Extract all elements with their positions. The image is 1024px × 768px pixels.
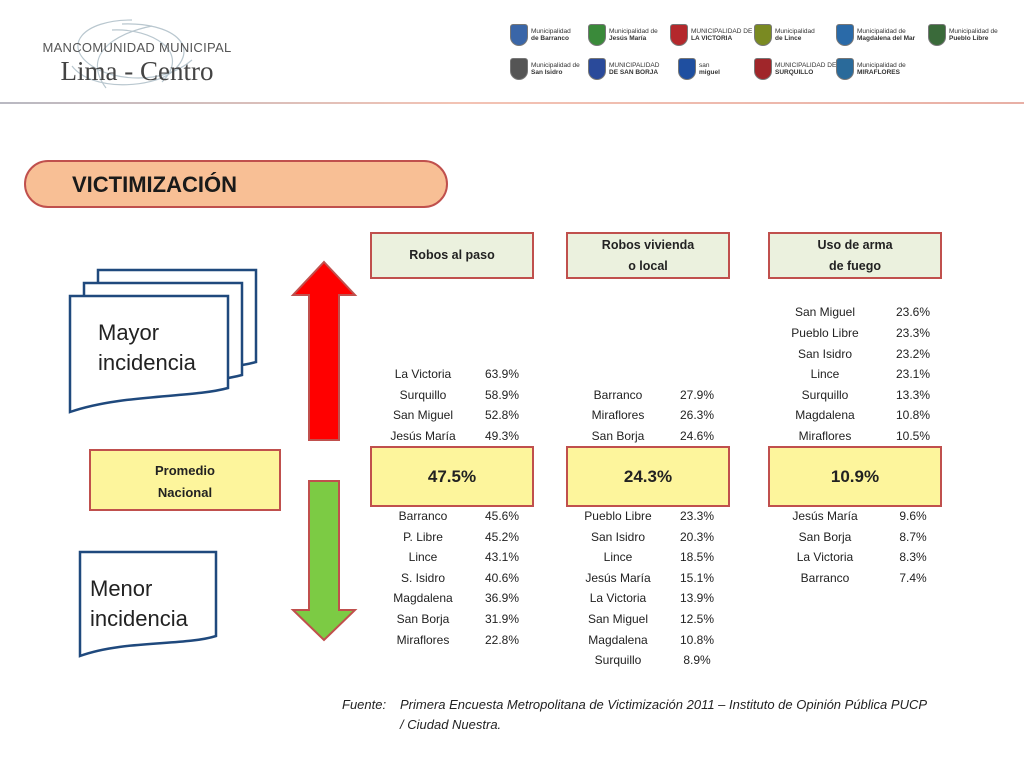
mayor-line-2: incidencia bbox=[98, 350, 196, 375]
logo-line-1: Municipalidad de bbox=[531, 62, 580, 69]
logo-line-1: san bbox=[699, 62, 710, 69]
district-value: 49.3% bbox=[484, 429, 520, 443]
column-header-text: o local bbox=[628, 258, 668, 273]
district-name: La Victoria bbox=[394, 367, 452, 382]
logo-line-1: Municipalidad de bbox=[857, 28, 906, 35]
section-title-pill bbox=[24, 160, 448, 208]
district-row bbox=[0, 547, 1024, 567]
logo-line-1: MUNICIPALIDAD DE bbox=[691, 28, 753, 35]
logo-line-2: LA VICTORIA bbox=[691, 35, 733, 42]
district-value: 24.6% bbox=[679, 429, 715, 443]
source-line-1: Primera Encuesta Metropolitana de Victimización 2011 – Instituto de Opinión Pública PUCP bbox=[400, 697, 928, 712]
district-value: 23.6% bbox=[895, 305, 931, 320]
brand-title-bottom: Lima - Centro bbox=[60, 56, 214, 86]
municipality-logo bbox=[510, 58, 580, 80]
municipality-logo bbox=[928, 24, 998, 46]
logo-line-1: MUNICIPALIDAD DE bbox=[775, 62, 837, 69]
municipality-logo-text bbox=[857, 28, 915, 42]
district-value: 23.3% bbox=[679, 509, 715, 523]
district-value: 10.5% bbox=[895, 429, 931, 443]
crest-icon bbox=[588, 24, 606, 46]
district-name: San Isidro bbox=[797, 346, 853, 361]
logo-line-2: San Isidro bbox=[531, 69, 563, 76]
logo-line-2: Magdalena del Mar bbox=[857, 35, 916, 42]
district-value: 8.3% bbox=[899, 550, 927, 565]
promedio-line-2: Nacional bbox=[157, 485, 213, 500]
district-row bbox=[0, 385, 1024, 405]
district-value: 9.6% bbox=[899, 509, 927, 523]
district-name: San Borja bbox=[396, 612, 450, 626]
district-value: 31.9% bbox=[484, 612, 520, 626]
district-row bbox=[0, 568, 1024, 588]
district-row bbox=[0, 650, 1024, 670]
district-name: Barranco bbox=[593, 387, 643, 402]
district-row bbox=[0, 588, 1024, 608]
district-name: San Isidro bbox=[590, 529, 646, 544]
district-value: 45.2% bbox=[484, 529, 520, 544]
district-value: 20.3% bbox=[679, 529, 715, 544]
column-header-robos-vivienda bbox=[566, 232, 730, 279]
crest-icon bbox=[510, 24, 528, 46]
promedio-nacional-box bbox=[89, 449, 281, 511]
crest-icon bbox=[754, 24, 772, 46]
municipality-logo-text bbox=[949, 28, 998, 42]
district-value: 45.6% bbox=[484, 509, 520, 523]
logo-line-1: Municipalidad de bbox=[609, 28, 658, 35]
district-row bbox=[0, 344, 1024, 364]
district-row bbox=[0, 426, 1024, 446]
district-value: 13.9% bbox=[679, 591, 715, 606]
logo-line-2: de Barranco bbox=[531, 35, 569, 42]
district-value: 58.9% bbox=[484, 387, 520, 402]
average-robos-vivienda: 24.3% bbox=[566, 446, 730, 507]
section-title: VICTIMIZACIÓN bbox=[72, 172, 237, 197]
logo-line-2: SURQUILLO bbox=[775, 69, 814, 76]
district-name: Magdalena bbox=[795, 408, 855, 423]
district-name: Jesús María bbox=[390, 429, 456, 443]
district-row bbox=[0, 527, 1024, 547]
column-header-text: de fuego bbox=[828, 258, 882, 273]
logo-line-2: de Lince bbox=[775, 35, 802, 42]
district-value: 15.1% bbox=[679, 570, 715, 585]
district-value: 23.3% bbox=[895, 326, 931, 340]
logo-line-1: Municipalidad de bbox=[949, 28, 998, 35]
district-row bbox=[0, 609, 1024, 629]
district-value: 23.1% bbox=[895, 367, 931, 382]
municipality-logo-text bbox=[609, 28, 658, 42]
district-row bbox=[0, 302, 1024, 322]
crest-icon bbox=[678, 58, 696, 80]
municipality-logo bbox=[588, 58, 659, 80]
column-header-text: Uso de arma bbox=[817, 237, 893, 252]
district-value: 13.3% bbox=[895, 387, 931, 402]
district-name: Pueblo Libre bbox=[791, 326, 859, 340]
municipality-logo-text bbox=[775, 28, 815, 42]
district-name: Miraflores bbox=[396, 632, 450, 647]
district-value: 36.9% bbox=[484, 591, 520, 606]
logo-line-2: DE SAN BORJA bbox=[609, 69, 659, 76]
district-value: 10.8% bbox=[679, 632, 715, 647]
crest-icon bbox=[670, 24, 688, 46]
source-label: Fuente: bbox=[342, 697, 387, 712]
menor-line-2: incidencia bbox=[90, 606, 188, 631]
district-name: Surquillo bbox=[399, 387, 447, 402]
municipality-logo bbox=[670, 24, 752, 46]
municipality-logo bbox=[836, 58, 906, 80]
district-value: 12.5% bbox=[679, 612, 715, 626]
district-name: Miraflores bbox=[591, 408, 645, 423]
average-uso-arma: 10.9% bbox=[768, 446, 942, 507]
municipality-logo-text bbox=[609, 62, 659, 76]
municipality-logo bbox=[836, 24, 915, 46]
municipality-logo-text bbox=[699, 62, 720, 76]
municipality-logo bbox=[510, 24, 571, 46]
district-name: Magdalena bbox=[393, 591, 453, 606]
district-value: 10.8% bbox=[895, 408, 931, 423]
district-name: La Victoria bbox=[796, 550, 854, 565]
district-name: San Miguel bbox=[794, 305, 856, 320]
district-name: San Borja bbox=[798, 529, 852, 544]
district-name: Lince bbox=[603, 550, 633, 565]
district-name: San Borja bbox=[591, 429, 645, 443]
crest-icon bbox=[510, 58, 528, 80]
district-value: 7.4% bbox=[899, 570, 927, 585]
district-name: Jesús María bbox=[585, 570, 651, 585]
crest-icon bbox=[836, 24, 854, 46]
district-value: 8.7% bbox=[899, 529, 927, 544]
district-name: Lince bbox=[810, 367, 840, 382]
district-name: Jesús María bbox=[792, 509, 858, 523]
district-name: San Miguel bbox=[392, 408, 454, 423]
district-name: Surquillo bbox=[594, 653, 642, 668]
municipality-logo-text bbox=[531, 62, 580, 76]
district-name: S. Isidro bbox=[400, 570, 445, 585]
district-name: San Miguel bbox=[587, 612, 649, 626]
column-header-uso-arma bbox=[768, 232, 942, 279]
district-name: Magdalena bbox=[588, 632, 648, 647]
district-value: 18.5% bbox=[679, 550, 715, 565]
crest-icon bbox=[754, 58, 772, 80]
district-row bbox=[0, 405, 1024, 425]
district-name: Miraflores bbox=[798, 429, 852, 443]
brand-logo bbox=[14, 14, 240, 100]
municipality-logo bbox=[754, 58, 836, 80]
column-header-text: Robos al paso bbox=[409, 248, 495, 262]
district-value: 22.8% bbox=[484, 632, 520, 647]
municipality-logo-text bbox=[691, 28, 752, 42]
district-name: Lince bbox=[408, 550, 438, 565]
district-value: 52.8% bbox=[484, 408, 520, 423]
district-value: 27.9% bbox=[679, 387, 715, 402]
district-name: Barranco bbox=[398, 509, 448, 523]
district-row bbox=[0, 323, 1024, 343]
district-name: La Victoria bbox=[589, 591, 647, 606]
mayor-line-1: Mayor bbox=[98, 320, 160, 345]
district-name: P. Libre bbox=[403, 529, 443, 544]
district-value: 40.6% bbox=[484, 570, 520, 585]
district-name: Pueblo Libre bbox=[584, 509, 652, 523]
logo-line-2: Jesús María bbox=[609, 35, 647, 42]
municipality-logo bbox=[754, 24, 815, 46]
district-row bbox=[0, 630, 1024, 650]
header-divider bbox=[0, 102, 1024, 104]
municipality-logos bbox=[498, 20, 1010, 94]
logo-line-1: Municipalidad de bbox=[857, 62, 906, 69]
municipality-logo-text bbox=[857, 62, 906, 76]
logo-line-1: MUNICIPALIDAD bbox=[609, 62, 660, 69]
district-value: 8.9% bbox=[683, 653, 711, 668]
district-name: Barranco bbox=[800, 570, 850, 585]
crest-icon bbox=[588, 58, 606, 80]
district-value: 26.3% bbox=[679, 408, 715, 423]
logo-line-1: Municipalidad bbox=[531, 28, 571, 35]
column-header-robos-al-paso bbox=[370, 232, 534, 279]
brand-title-top: MANCOMUNIDAD MUNICIPAL bbox=[42, 40, 232, 55]
source-line-2: / Ciudad Nuestra. bbox=[400, 717, 502, 732]
crest-icon bbox=[928, 24, 946, 46]
district-row bbox=[0, 506, 1024, 526]
municipality-logo bbox=[678, 58, 720, 80]
district-name: Surquillo bbox=[801, 387, 849, 402]
logo-line-2: miguel bbox=[699, 69, 720, 76]
municipality-logo-text bbox=[531, 28, 571, 42]
municipality-logo-text bbox=[775, 62, 836, 76]
district-value: 23.2% bbox=[895, 346, 931, 361]
district-value: 63.9% bbox=[484, 367, 520, 382]
crest-icon bbox=[836, 58, 854, 80]
average-robos-al-paso: 47.5% bbox=[370, 446, 534, 507]
logo-line-2: Pueblo Libre bbox=[949, 35, 989, 42]
district-value: 43.1% bbox=[484, 550, 520, 565]
column-header-text: Robos vivienda bbox=[601, 237, 695, 252]
logo-line-1: Municipalidad bbox=[775, 28, 815, 35]
logo-line-2: MIRAFLORES bbox=[857, 69, 900, 76]
municipality-logo bbox=[588, 24, 658, 46]
district-row bbox=[0, 364, 1024, 384]
promedio-line-1: Promedio bbox=[155, 463, 215, 478]
menor-line-1: Menor bbox=[90, 576, 153, 601]
